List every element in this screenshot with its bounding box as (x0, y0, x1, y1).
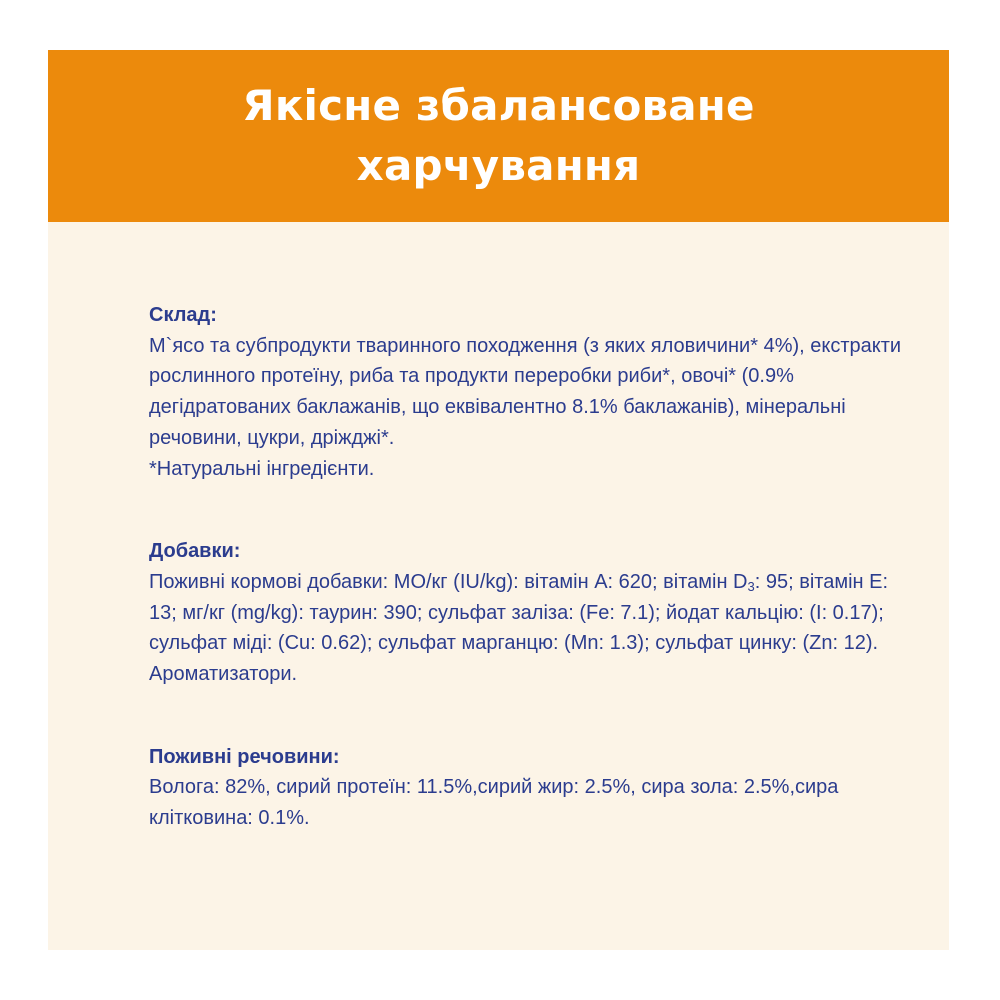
additives-section (149, 536, 909, 690)
composition-note: *Натуральні інгредієнти. (149, 457, 375, 480)
content-area (149, 300, 909, 886)
nutrients-heading: Поживні речовини: (149, 745, 340, 768)
additives-text-part-2: : 95; вітамін Е: 13; мг/кг (mg/kg): таурин: 390; сульфат заліза: (Fe: 7.1); йодат кальцію: (I: 0.17); сульфат міді: (Cu: 0.62); сульфат марганцю: (Mn: 1.3); сульфат цинку: (Zn: 12). Ароматизатори. (149, 570, 889, 686)
composition-section (149, 300, 909, 484)
page-title (242, 76, 754, 196)
nutrients-text: Волога: 82%, сирий протеїн: 11.5%,сирий жир: 2.5%, сира зола: 2.5%,сира клітковина: 0.1%. (149, 776, 839, 830)
additives-heading: Добавки: (149, 540, 241, 563)
composition-heading: Склад: (149, 304, 217, 326)
title-banner (48, 50, 949, 222)
title-line-1: Якісне збалансоване (242, 81, 755, 130)
product-info-card (48, 50, 949, 950)
nutrients-section (149, 742, 909, 834)
vitamin-d-subscript: 3 (747, 578, 755, 594)
title-line-2: харчування (356, 141, 641, 190)
composition-text: М`ясо та субпродукти тваринного походження (з яких яловичини* 4%), екстракти рослинного протеїну, риба та продукти переробки риби*, овочі* (0.9% дегідратованих баклажанів, що еквівалентно 8.1% баклажанів), мінеральні речовини, цукри, дріжджі*. (149, 334, 902, 449)
additives-text (149, 567, 909, 690)
additives-text-part-1: Поживні кормові добавки: МО/кг (IU/kg): вітамін А: 620; вітамін D (149, 570, 748, 593)
